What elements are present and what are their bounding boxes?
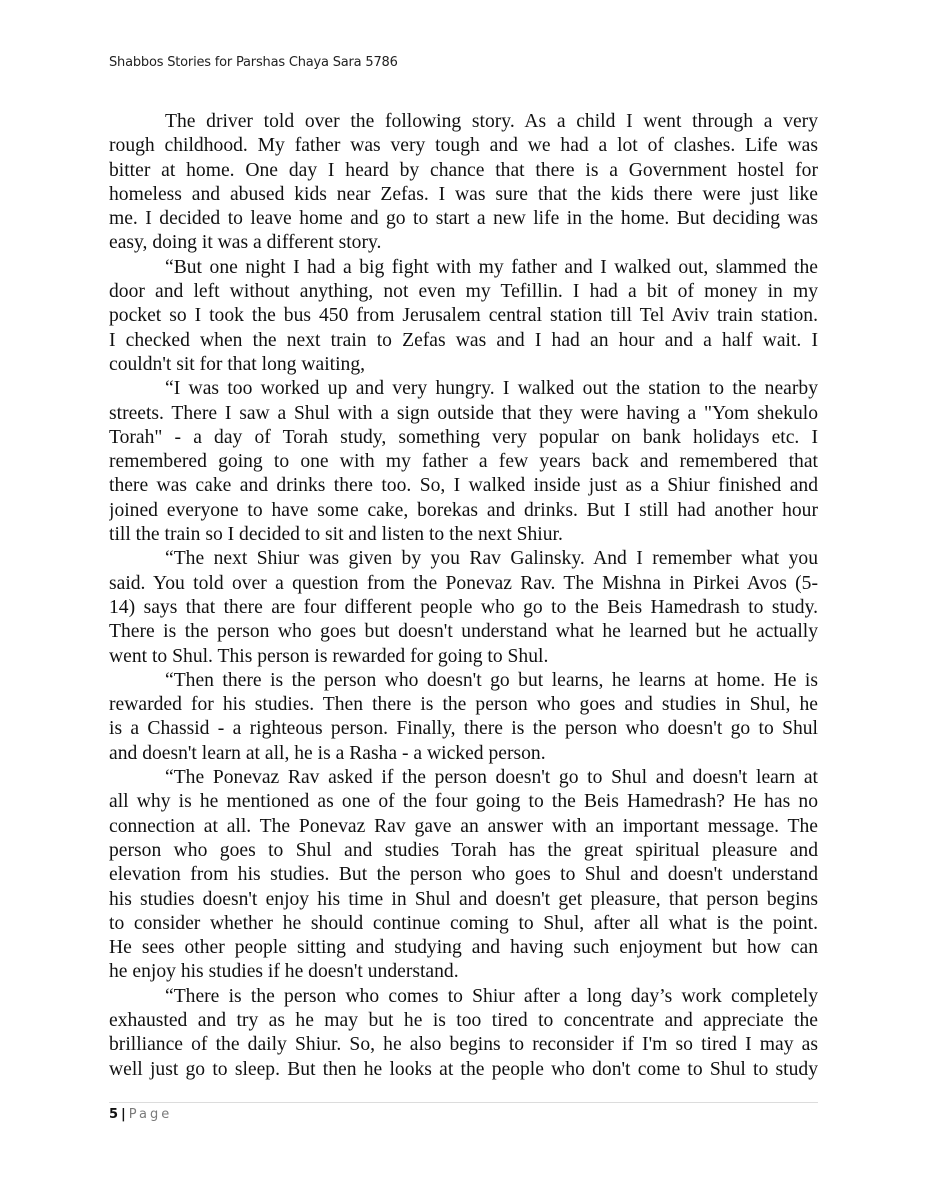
text-line: “I was too worked up and very hungry. I walked out the station to the nearby [165, 378, 818, 400]
footer-divider [109, 1102, 818, 1103]
text-line: exhausted and try as he may but he is too tired to concentrate and appreciate the [109, 1009, 818, 1031]
running-header: Shabbos Stories for Parshas Chaya Sara 5786 [109, 55, 398, 70]
text-line: he enjoy his studies if he doesn't understand. [109, 961, 459, 983]
text-line: rough childhood. My father was very tough and we had a lot of clashes. Life was [109, 135, 818, 157]
text-line: streets. There I saw a Shul with a sign outside that they were having a "Yom shekulo [109, 402, 818, 424]
text-line: said. You told over a question from the Ponevaz Rav. The Mishna in Pirkei Avos (5- [109, 572, 818, 594]
text-line: to consider whether he should continue coming to Shul, after all what is the point. [109, 912, 818, 934]
text-line: door and left without anything, not even my Tefillin. I had a bit of money in my [109, 281, 818, 303]
paragraph [109, 547, 818, 668]
text-line: all why is he mentioned as one of the four going to the Beis Hamedrash? He has no [109, 791, 818, 813]
paragraph [109, 256, 818, 377]
text-line: 14) says that there are four different people who go to the Beis Hamedrash to study. [109, 596, 818, 618]
text-line: “But one night I had a big fight with my father and I walked out, slammed the [165, 256, 818, 278]
text-line: homeless and abused kids near Zefas. I was sure that the kids there were just like [109, 183, 818, 205]
text-line: joined everyone to have some cake, borekas and drinks. But I still had another hour [109, 499, 818, 521]
text-line: “The Ponevaz Rav asked if the person doesn't go to Shul and doesn't learn at [165, 767, 818, 789]
text-line: brilliance of the daily Shiur. So, he also begins to reconsider if I'm so tired I may as [109, 1034, 818, 1056]
text-line: He sees other people sitting and studying and having such enjoyment but how can [109, 937, 818, 959]
text-line: till the train so I decided to sit and listen to the next Shiur. [109, 524, 563, 546]
paragraph [109, 110, 818, 256]
text-line: pocket so I took the bus 450 from Jerusalem central station till Tel Aviv train station. [109, 305, 818, 327]
text-line: remembered going to one with my father a few years back and remembered that [109, 451, 818, 473]
text-line: elevation from his studies. But the person who goes to Shul and doesn't understand [109, 864, 818, 886]
text-line: went to Shul. This person is rewarded for going to Shul. [109, 645, 549, 667]
text-line: Torah" - a day of Torah study, something very popular on bank holidays etc. I [109, 426, 818, 448]
text-line: rewarded for his studies. Then there is the person who goes and studies in Shul, he [109, 694, 818, 716]
text-line: couldn't sit for that long waiting, [109, 353, 366, 375]
page-separator: | [121, 1107, 126, 1122]
text-line: is a Chassid - a righteous person. Finally, there is the person who doesn't go to Shul [109, 718, 818, 740]
text-line: easy, doing it was a different story. [109, 232, 382, 254]
text-line: “Then there is the person who doesn't go but learns, he learns at home. He is [165, 669, 818, 691]
text-line: his studies doesn't enjoy his time in Shul and doesn't get pleasure, that person begins [109, 888, 818, 910]
paragraph [109, 766, 818, 985]
text-line: The driver told over the following story. As a child I went through a very [165, 111, 818, 132]
paragraph [109, 985, 818, 1082]
text-line: person who goes to Shul and studies Torah has the great spiritual pleasure and [109, 839, 818, 861]
text-line: I checked when the next train to Zefas was and I had an hour and a half wait. I [109, 329, 818, 351]
page-number: 5 [109, 1107, 119, 1122]
text-line: and doesn't learn at all, he is a Rasha - a wicked person. [109, 742, 546, 764]
paragraph [109, 377, 818, 547]
text-line: there was cake and drinks there too. So, I walked inside just as a Shiur finished and [109, 475, 818, 497]
text-line: connection at all. The Ponevaz Rav gave an answer with an important message. The [109, 815, 818, 837]
text-line: There is the person who goes but doesn't understand what he learned but he actually [109, 621, 818, 643]
text-line: “The next Shiur was given by you Rav Galinsky. And I remember what you [165, 548, 818, 570]
paragraph [109, 669, 818, 766]
text-line: well just go to sleep. But then he looks at the people who don't come to Shul to study [109, 1058, 818, 1080]
text-line: me. I decided to leave home and go to start a new life in the home. But deciding was [109, 208, 818, 230]
page-footer [109, 1107, 172, 1122]
text-line: bitter at home. One day I heard by chance that there is a Government hostel for [109, 159, 818, 181]
document-body [109, 110, 818, 1082]
page-label: Page [128, 1107, 173, 1122]
text-line: “There is the person who comes to Shiur after a long day’s work completely [165, 985, 818, 1007]
